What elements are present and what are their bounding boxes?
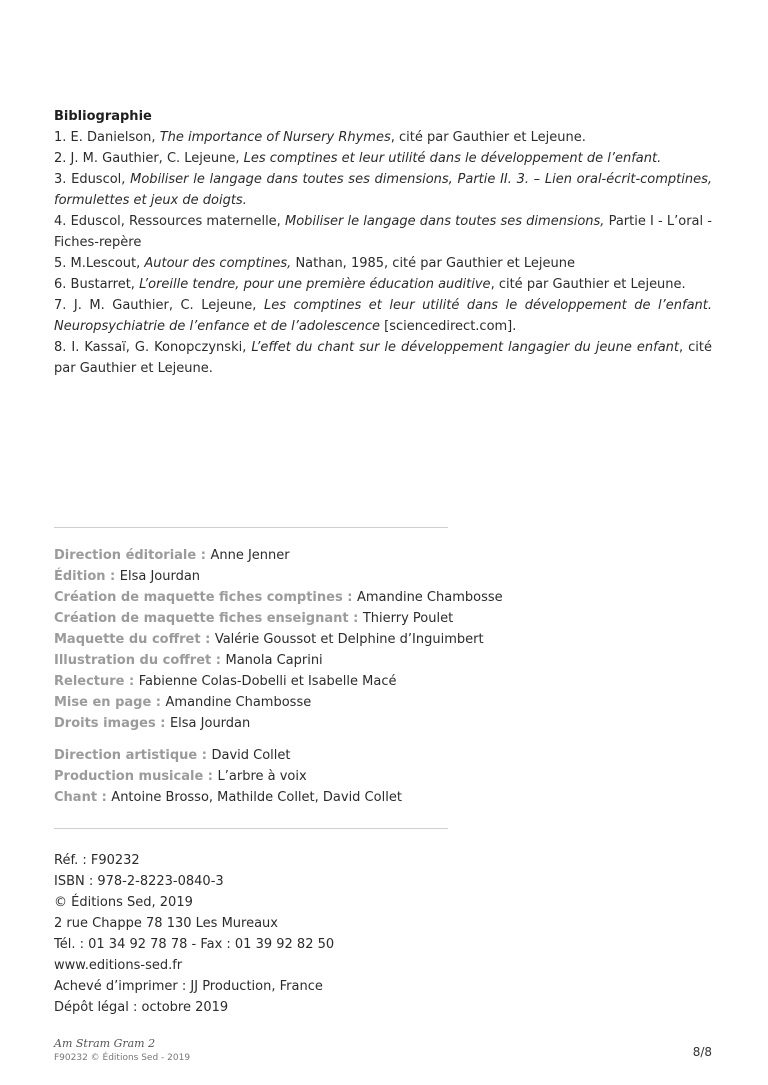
website: www.editions-sed.fr <box>54 958 183 973</box>
phone-fax: Tél. : 01 34 92 78 78 - Fax : 01 39 92 82 50 <box>54 937 335 952</box>
bibliography-title: Bibliographie <box>54 109 152 124</box>
bibliography-list <box>54 127 712 379</box>
credit-line: Illustration du coffret : Manola Caprini <box>54 653 323 668</box>
divider <box>54 828 448 829</box>
reference-number: Réf. : F90232 <box>54 853 140 868</box>
printer: Achevé d’imprimer : JJ Production, France <box>54 979 323 994</box>
bibliography-section <box>54 106 712 379</box>
legal-deposit: Dépôt légal : octobre 2019 <box>54 1000 229 1015</box>
bibliography-item: 1. E. Danielson, The importance of Nursery Rhymes, cité par Gauthier et Lejeune. <box>54 130 586 145</box>
bibliography-item: 6. Bustarret, L’oreille tendre, pour une première éducation auditive, cité par Gauthier et Lejeune. <box>54 277 686 292</box>
credit-line: Droits images : Elsa Jourdan <box>54 716 251 731</box>
bibliography-item: 2. J. M. Gauthier, C. Lejeune, Les comptines et leur utilité dans le développement de l’enfant. <box>54 151 662 166</box>
isbn: ISBN : 978-2-8223-0840-3 <box>54 874 224 889</box>
divider <box>54 527 448 528</box>
address: 2 rue Chappe 78 130 Les Mureaux <box>54 916 278 931</box>
credit-line: Mise en page : Amandine Chambosse <box>54 695 312 710</box>
credits-editorial <box>54 545 654 734</box>
bibliography-item: 8. I. Kassaï, G. Konopczynski, L’effet du chant sur le développement langagier du jeune enfant, cité par Gauthier et Lejeune. <box>54 340 713 376</box>
credits-music <box>54 745 654 808</box>
legal-info <box>54 850 554 1018</box>
credit-line: Maquette du coffret : Valérie Goussot et Delphine d’Inguimbert <box>54 632 484 647</box>
bibliography-item: 7. J. M. Gauthier, C. Lejeune, Les comptines et leur utilité dans le développement de l’enfant. Neuropsychiatrie de l’enfance et de l’adolescence [sciencedirect.com]. <box>54 298 713 334</box>
credit-line: Création de maquette fiches enseignant : Thierry Poulet <box>54 611 454 626</box>
bibliography-item: 5. M.Lescout, Autour des comptines, Nathan, 1985, cité par Gauthier et Lejeune <box>54 256 576 271</box>
footer-copyright: F90232 © Éditions Sed - 2019 <box>54 1053 191 1063</box>
credit-line: Création de maquette fiches comptines : Amandine Chambosse <box>54 590 503 605</box>
footer-book-title: Am Stram Gram 2 <box>54 1037 156 1050</box>
credit-line: Production musicale : L’arbre à voix <box>54 769 307 784</box>
bibliography-item: 3. Eduscol, Mobiliser le langage dans toutes ses dimensions, Partie II. 3. – Lien oral-écrit-comptines, formulettes et jeux de doigts. <box>54 172 712 208</box>
credit-line: Édition : Elsa Jourdan <box>54 569 201 584</box>
credit-line: Direction éditoriale : Anne Jenner <box>54 548 290 563</box>
copyright: © Éditions Sed, 2019 <box>54 895 193 910</box>
credit-line: Chant : Antoine Brosso, Mathilde Collet, David Collet <box>54 790 402 805</box>
credit-line: Relecture : Fabienne Colas-Dobelli et Isabelle Macé <box>54 674 397 689</box>
page-number: 8/8 <box>692 1045 712 1059</box>
credit-line: Direction artistique : David Collet <box>54 748 291 763</box>
bibliography-item: 4. Eduscol, Ressources maternelle, Mobiliser le langage dans toutes ses dimensions, Partie I - L’oral - Fiches-repère <box>54 214 712 250</box>
